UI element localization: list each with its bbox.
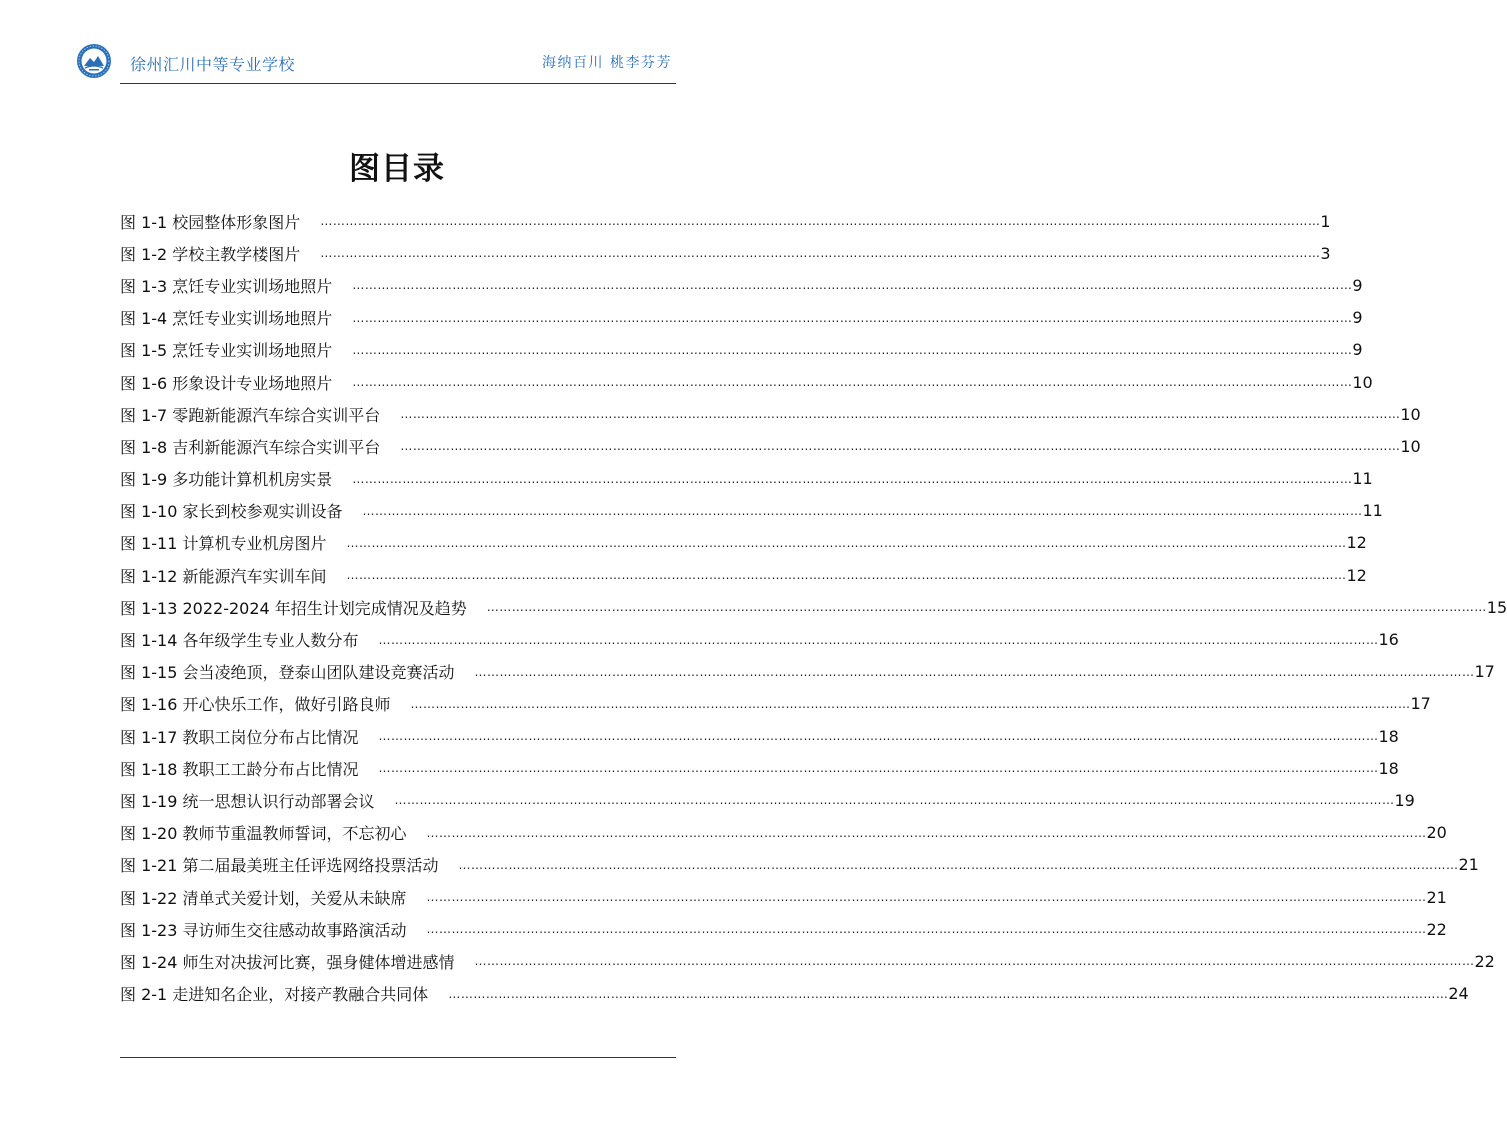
toc-entry-page-number: 16 — [1378, 630, 1399, 650]
toc-entry[interactable] — [120, 945, 1495, 977]
toc-entry-page-number: 9 — [1352, 275, 1363, 295]
toc-entry-label: 图 1-9 多功能计算机机房实景 — [120, 470, 333, 490]
toc-entry[interactable] — [120, 237, 1331, 269]
toc-dot-leader: …………………………………………………………………………………………………………………………………………………………………………………………………………………… — [352, 310, 1353, 325]
toc-entry-label: 图 1-6 形象设计专业场地照片 — [120, 373, 333, 393]
toc-entry-page-number: 17 — [1474, 662, 1495, 682]
toc-dot-leader: …………………………………………………………………………………………………………………………………………………………………………………………………………………… — [352, 342, 1353, 357]
toc-entry-label: 图 1-16 开心快乐工作，做好引路良师 — [120, 695, 391, 715]
toc-entry-label: 图 1-22 清单式关爱计划，关爱从未缺席 — [120, 888, 407, 908]
toc-entry-label: 图 1-2 学校主教学楼图片 — [120, 244, 301, 264]
toc-entry-page-number: 22 — [1426, 919, 1447, 939]
toc-entry-label: 图 1-1 校园整体形象图片 — [120, 212, 301, 232]
toc-entry-page-number: 24 — [1448, 984, 1469, 1004]
toc-entry-page-number: 15 — [1486, 597, 1507, 617]
school-name: 徐州汇川中等专业学校 — [130, 55, 296, 74]
toc-dot-leader: …………………………………………………………………………………………………………………………………………………………………………………………………………………… — [320, 214, 1321, 229]
toc-entry-page-number: 19 — [1394, 790, 1415, 810]
toc-dot-leader: …………………………………………………………………………………………………………………………………………………………………………………………………………………… — [458, 857, 1459, 872]
toc-entry[interactable] — [120, 559, 1367, 591]
toc-entry-label: 图 2-1 走进知名企业，对接产教融合共同体 — [120, 985, 429, 1005]
toc-entry-page-number: 21 — [1458, 855, 1479, 875]
toc-entry[interactable] — [120, 463, 1373, 495]
toc-entry-label: 图 1-19 统一思想认识行动部署会议 — [120, 791, 375, 811]
toc-entry[interactable] — [120, 495, 1383, 527]
toc-entry-page-number: 18 — [1378, 726, 1399, 746]
toc-entry-page-number: 9 — [1352, 308, 1363, 328]
toc-entry-page-number: 18 — [1378, 758, 1399, 778]
toc-entry[interactable] — [120, 591, 1507, 623]
toc-entry[interactable] — [120, 527, 1367, 559]
toc-dot-leader: …………………………………………………………………………………………………………………………………………………………………………………………………………………… — [474, 954, 1475, 969]
toc-entry-label: 图 1-18 教职工工龄分布占比情况 — [120, 759, 359, 779]
toc-entry-label: 图 1-5 烹饪专业实训场地照片 — [120, 341, 333, 361]
toc-dot-leader: …………………………………………………………………………………………………………………………………………………………………………………………………………………… — [448, 986, 1449, 1001]
toc-entry[interactable] — [120, 688, 1431, 720]
toc-dot-leader: …………………………………………………………………………………………………………………………………………………………………………………………………………………… — [410, 696, 1411, 711]
toc-dot-leader: …………………………………………………………………………………………………………………………………………………………………………………………………………………… — [378, 632, 1379, 647]
toc-entry-page-number: 9 — [1352, 340, 1363, 360]
toc-entry[interactable] — [120, 623, 1399, 655]
toc-entry-label: 图 1-24 师生对决拔河比赛，强身健体增进感情 — [120, 952, 455, 972]
toc-dot-leader: …………………………………………………………………………………………………………………………………………………………………………………………………………………… — [346, 568, 1347, 583]
toc-entry[interactable] — [120, 849, 1479, 881]
toc-entry-label: 图 1-3 烹饪专业实训场地照片 — [120, 276, 333, 296]
toc-entry[interactable] — [120, 817, 1447, 849]
toc-entry-label: 图 1-14 各年级学生专业人数分布 — [120, 631, 359, 651]
toc-entry-page-number: 12 — [1346, 565, 1367, 585]
toc-entry-label: 图 1-13 2022-2024 年招生计划完成情况及趋势 — [120, 598, 467, 618]
toc-entry-label: 图 1-8 吉利新能源汽车综合实训平台 — [120, 437, 381, 457]
toc-entry[interactable] — [120, 302, 1363, 334]
page-title: 图目录 — [349, 151, 445, 187]
toc-entry-label: 图 1-12 新能源汽车实训车间 — [120, 566, 327, 586]
toc-dot-leader: …………………………………………………………………………………………………………………………………………………………………………………………………………………… — [486, 600, 1487, 615]
toc-entry-page-number: 11 — [1352, 469, 1373, 489]
toc-entry-page-number: 10 — [1400, 404, 1421, 424]
toc-dot-leader: …………………………………………………………………………………………………………………………………………………………………………………………………………………… — [474, 664, 1475, 679]
toc-entry-page-number: 20 — [1426, 823, 1447, 843]
toc-entry-label: 图 1-11 计算机专业机房图片 — [120, 534, 327, 554]
toc-entry-label: 图 1-17 教职工岗位分布占比情况 — [120, 727, 359, 747]
toc-entry[interactable] — [120, 656, 1495, 688]
toc-entry[interactable] — [120, 430, 1421, 462]
toc-entry-page-number: 10 — [1352, 372, 1373, 392]
toc-entry-page-number: 12 — [1346, 533, 1367, 553]
toc-dot-leader: …………………………………………………………………………………………………………………………………………………………………………………………………………………… — [400, 439, 1401, 454]
toc-entry-label: 图 1-20 教师节重温教师誓词，不忘初心 — [120, 824, 407, 844]
toc-dot-leader: …………………………………………………………………………………………………………………………………………………………………………………………………………………… — [394, 793, 1395, 808]
toc-dot-leader: …………………………………………………………………………………………………………………………………………………………………………………………………………………… — [378, 761, 1379, 776]
toc-entry[interactable] — [120, 720, 1399, 752]
toc-entry-page-number: 22 — [1474, 951, 1495, 971]
toc-dot-leader: …………………………………………………………………………………………………………………………………………………………………………………………………………………… — [426, 825, 1427, 840]
header-divider — [120, 83, 676, 84]
toc-entry[interactable] — [120, 881, 1447, 913]
toc-dot-leader: …………………………………………………………………………………………………………………………………………………………………………………………………………………… — [352, 278, 1353, 293]
toc-dot-leader: …………………………………………………………………………………………………………………………………………………………………………………………………………………… — [352, 375, 1353, 390]
toc-entry[interactable] — [120, 366, 1373, 398]
toc-entry-page-number: 1 — [1320, 211, 1331, 231]
toc-entry-page-number: 10 — [1400, 436, 1421, 456]
school-motto: 海纳百川 桃李芬芳 — [542, 55, 672, 71]
toc-entry[interactable] — [120, 334, 1363, 366]
toc-entry[interactable] — [120, 784, 1415, 816]
toc-entry-label: 图 1-21 第二届最美班主任评选网络投票活动 — [120, 856, 439, 876]
toc-dot-leader: …………………………………………………………………………………………………………………………………………………………………………………………………………………… — [362, 503, 1363, 518]
toc-entry-label: 图 1-10 家长到校参观实训设备 — [120, 502, 343, 522]
toc-dot-leader: …………………………………………………………………………………………………………………………………………………………………………………………………………………… — [400, 407, 1401, 422]
footer-divider — [120, 1057, 676, 1058]
toc-entry[interactable] — [120, 752, 1399, 784]
toc-entry-label: 图 1-7 零跑新能源汽车综合实训平台 — [120, 405, 381, 425]
toc-dot-leader: …………………………………………………………………………………………………………………………………………………………………………………………………………………… — [352, 471, 1353, 486]
toc-entry-page-number: 11 — [1362, 501, 1383, 521]
toc-entry-label: 图 1-23 寻访师生交往感动故事路演活动 — [120, 920, 407, 940]
toc-entry-page-number: 17 — [1410, 694, 1431, 714]
school-emblem-icon — [76, 43, 112, 79]
toc-entry[interactable] — [120, 205, 1331, 237]
toc-entry[interactable] — [120, 269, 1363, 301]
toc-dot-leader: …………………………………………………………………………………………………………………………………………………………………………………………………………………… — [346, 535, 1347, 550]
figure-list — [120, 205, 1507, 1010]
toc-entry-page-number: 3 — [1320, 243, 1331, 263]
toc-dot-leader: …………………………………………………………………………………………………………………………………………………………………………………………………………………… — [426, 922, 1427, 937]
toc-dot-leader: …………………………………………………………………………………………………………………………………………………………………………………………………………………… — [378, 729, 1379, 744]
toc-entry[interactable] — [120, 398, 1421, 430]
toc-dot-leader: …………………………………………………………………………………………………………………………………………………………………………………………………………………… — [426, 890, 1427, 905]
toc-dot-leader: …………………………………………………………………………………………………………………………………………………………………………………………………………………… — [320, 246, 1321, 261]
toc-entry-label: 图 1-4 烹饪专业实训场地照片 — [120, 309, 333, 329]
toc-entry-page-number: 21 — [1426, 887, 1447, 907]
toc-entry[interactable] — [120, 978, 1469, 1010]
toc-entry-label: 图 1-15 会当凌绝顶，登泰山团队建设竞赛活动 — [120, 663, 455, 683]
toc-entry[interactable] — [120, 913, 1447, 945]
page-header — [76, 40, 676, 84]
